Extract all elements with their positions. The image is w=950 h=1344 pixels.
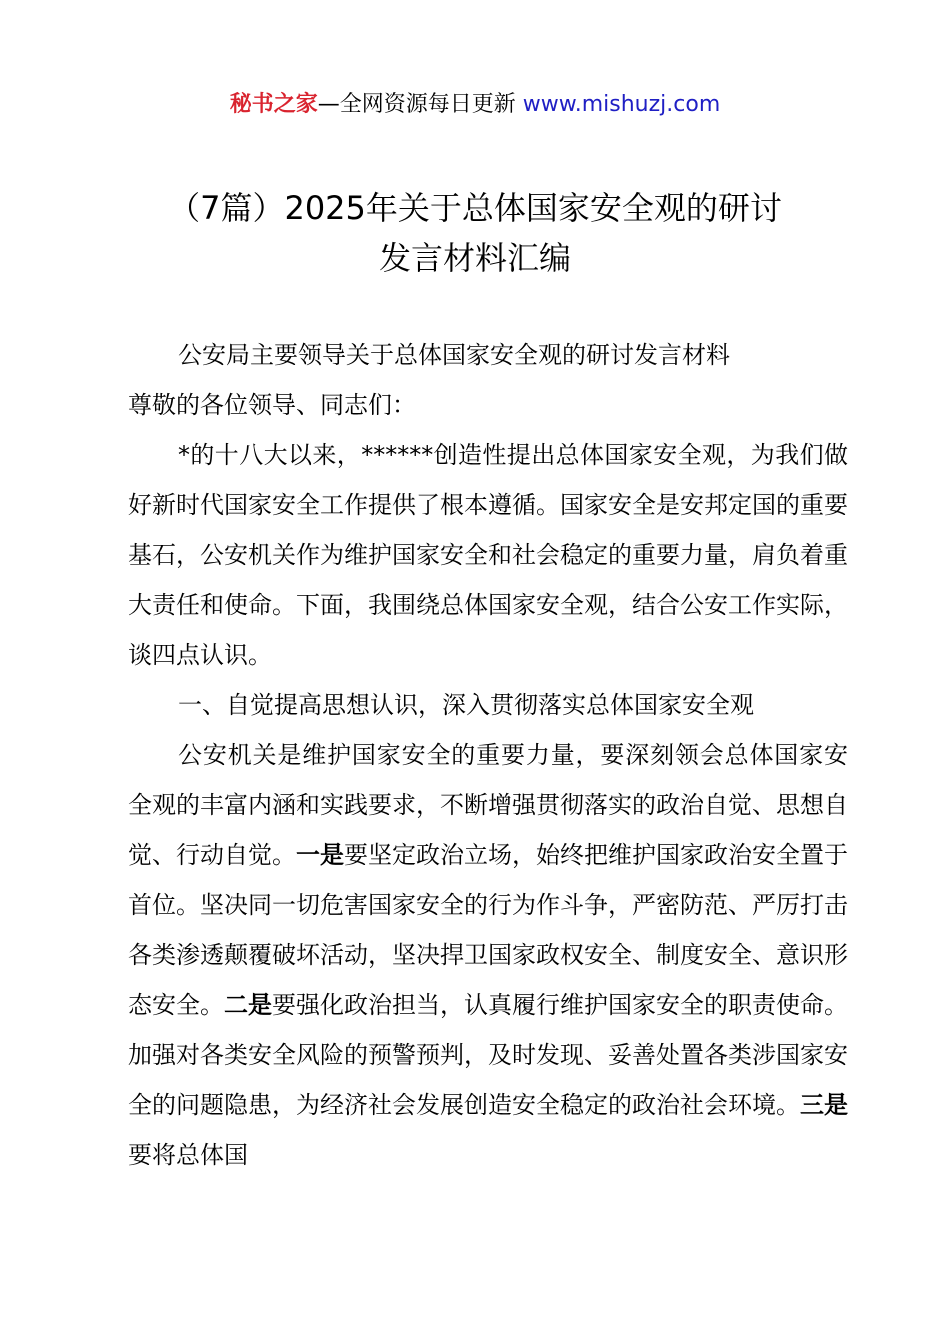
title-line-1: （7篇）2025年关于总体国家安全观的研讨: [168, 189, 782, 227]
site-header: [0, 88, 950, 122]
intro-paragraph: *的十八大以来，******创造性提出总体国家安全观，为我们做好新时代国家安全工作提供了根本遵循。国家安全是安邦定国的重要基石，公安机关作为维护国家安全和社会稳定的重要力量，肩负着重大责任和使命。下面，我围绕总体国家安全观，结合公安工作实际，谈四点认识。: [128, 441, 848, 669]
document-body: [128, 330, 848, 1180]
section-paragraph-1: [128, 730, 848, 1180]
site-url-link[interactable]: www.mishuzj.com: [522, 92, 721, 117]
salutation: 尊敬的各位领导、同志们：: [128, 391, 416, 419]
point-3-label: 三是: [800, 1091, 848, 1119]
section-heading-1: 一、自觉提高思想认识，深入贯彻落实总体国家安全观: [178, 691, 754, 719]
site-slogan: —全网资源每日更新: [317, 92, 523, 117]
point-3-text: 要将总体国: [128, 1141, 248, 1169]
title-line-2: 发言材料汇编: [378, 239, 571, 277]
point-2-text: 要强化政治担当，认真履行维护国家安全的职责使命。加强对各类安全风险的预警预判，及时发现、妥善处置各类涉国家安全的问题隐患，为经济社会发展创造安全稳定的政治社会环境。: [128, 991, 848, 1119]
point-2-label: 二是: [224, 991, 272, 1019]
section-lead-text: 公安机关是维护国家安全的重要力量，要深刻领会总体国家安全观的丰富内涵和实践要求，不断增强贯彻落实的政治自觉、思想自觉、行动自觉。: [128, 741, 848, 869]
point-1-label: 一是: [296, 841, 344, 869]
article-subtitle: 公安局主要领导关于总体国家安全观的研讨发言材料: [178, 341, 730, 369]
document-title: [0, 183, 950, 283]
point-1-text: 要坚定政治立场，始终把维护国家政治安全置于首位。坚决同一切危害国家安全的行为作斗争，严密防范、严厉打击各类渗透颠覆破坏活动，坚决捍卫国家政权安全、制度安全、意识形态安全。: [128, 841, 848, 1019]
site-brand: 秘书之家: [229, 92, 318, 117]
